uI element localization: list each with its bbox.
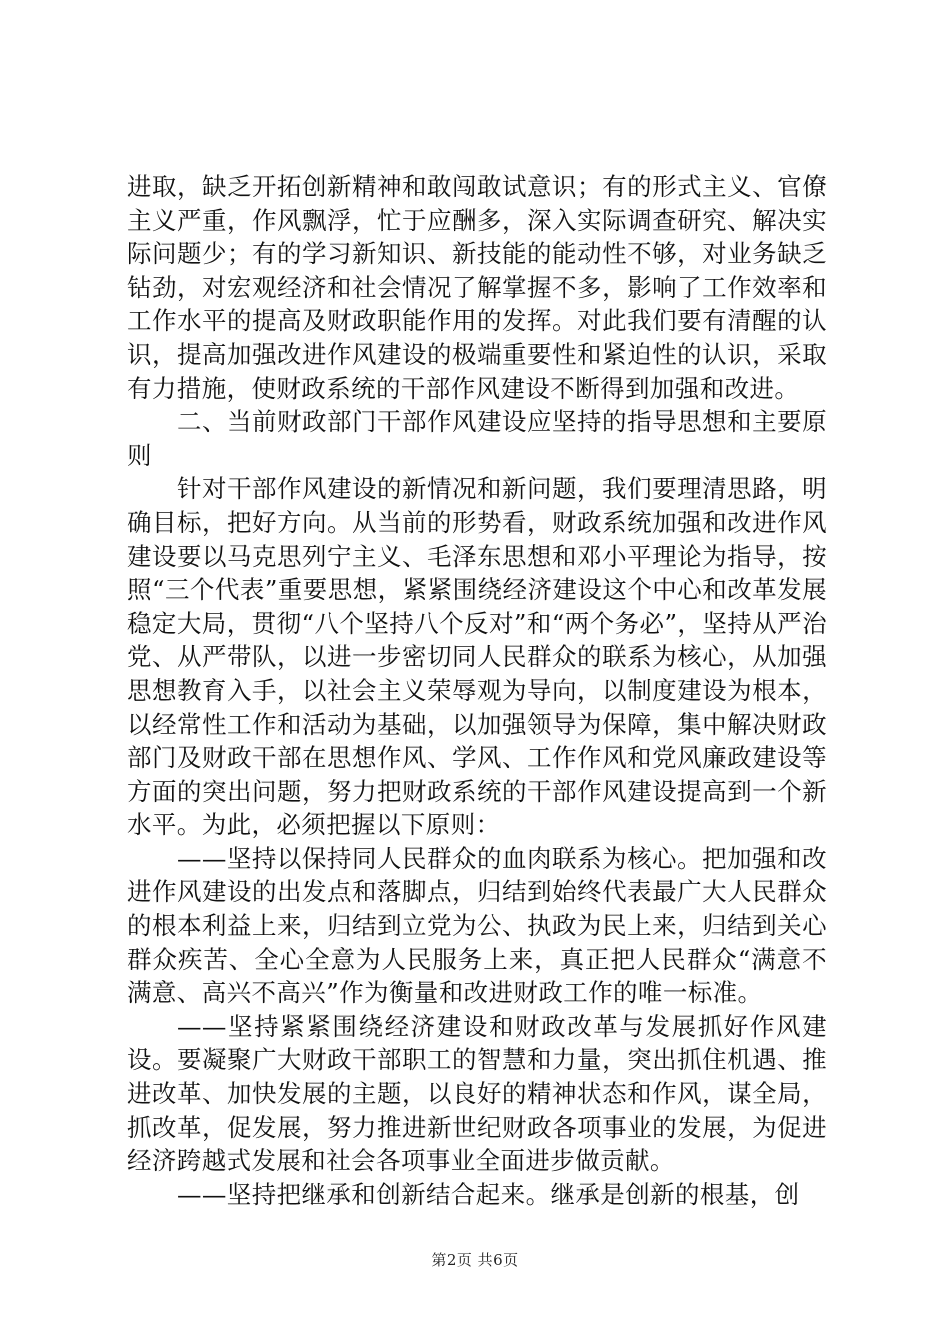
section-heading: 二、当前财政部门干部作风建设应坚持的指导思想和主要原则 [127, 407, 827, 470]
paragraph-principle-2: ——坚持紧紧围绕经济建设和财政改革与发展抓好作风建设。要凝聚广大财政干部职工的智慧和力量，突出抓住机遇、推进改革、加快发展的主题，以良好的精神状态和作风，谋全局，抓改革，促发展，努力推进新世纪财政各项事业的发展，为促进经济跨越式发展和社会各项事业全面进步做贡献。 [127, 1011, 827, 1176]
paragraph-guiding-thought: 针对干部作风建设的新情况和新问题，我们要理清思路，明确目标，把好方向。从当前的形势看，财政系统加强和改进作风建设要以马克思列宁主义、毛泽东思想和邓小平理论为指导，按照“三个代表”重要思想，紧紧围绕经济建设这个中心和改革发展稳定大局，贯彻“八个坚持八个反对”和“两个务必”，坚持从严治党、从严带队，以进一步密切同人民群众的联系为核心，从加强思想教育入手，以社会主义荣辱观为导向，以制度建设为根本，以经常性工作和活动为基础，以加强领导为保障，集中解决财政部门及财政干部在思想作风、学风、工作作风和党风廉政建设等方面的突出问题，努力把财政系统的干部作风建设提高到一个新水平。为此，必须把握以下原则： [127, 474, 827, 840]
paragraph-principle-3: ——坚持把继承和创新结合起来。继承是创新的根基，创 [177, 1179, 800, 1209]
document-body [127, 170, 827, 1211]
paragraph-principle-1: ——坚持以保持同人民群众的血肉联系为核心。把加强和改进作风建设的出发点和落脚点，归结到始终代表最广大人民群众的根本利益上来，归结到立党为公、执政为民上来，归结到关心群众疾苦、全心全意为人民服务上来，真正把人民群众“满意不满意、高兴不高兴”作为衡量和改进财政工作的唯一标准。 [127, 843, 827, 1008]
page-number-footer: 第2页 共6页 [431, 1251, 519, 1269]
paragraph-continuation: 进取，缺乏开拓创新精神和敢闯敢试意识；有的形式主义、官僚主义严重，作风飘浮，忙于应酬多，深入实际调查研究、解决实际问题少；有的学习新知识、新技能的能动性不够，对业务缺乏钻劲，对宏观经济和社会情况了解掌握不多，影响了工作效率和工作水平的提高及财政职能作用的发挥。对此我们要有清醒的认识，提高加强改进作风建设的极端重要性和紧迫性的认识，采取有力措施，使财政系统的干部作风建设不断得到加强和改进。 [127, 172, 827, 403]
